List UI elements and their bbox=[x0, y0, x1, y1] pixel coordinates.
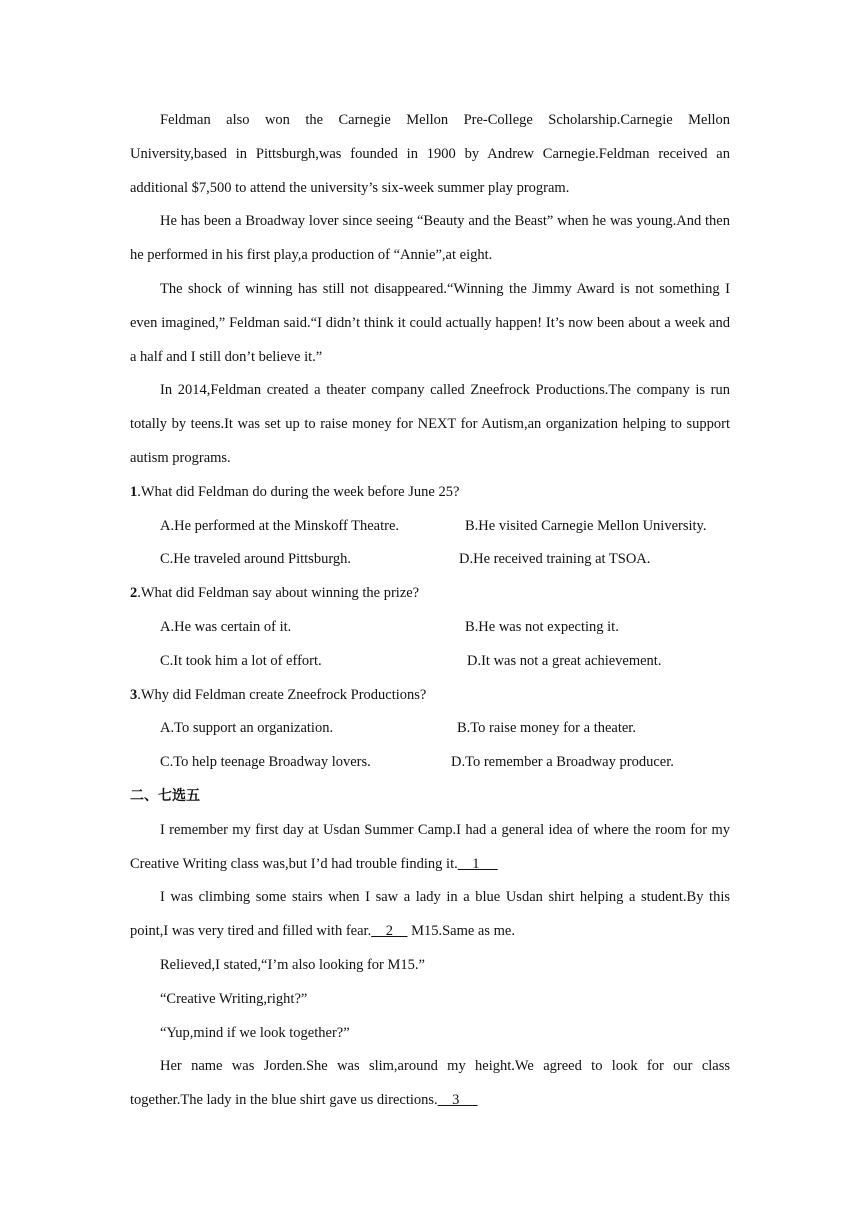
paragraph: Feldman also won the Carnegie Mellon Pre-College Scholarship.Carnegie Mellon University,based in Pittsburgh,was founded in 1900 by Andrew Carnegie.Feldman received an additional $7,500 to attend the university’s six-week summer play program. bbox=[130, 112, 730, 196]
option-a: A.He performed at the Minskoff Theatre. bbox=[160, 517, 400, 534]
options-row bbox=[130, 712, 730, 746]
question-text: .What did Feldman say about winning the prize? bbox=[137, 585, 420, 602]
paragraph: In 2014,Feldman created a theater company called Zneefrock Productions.The company is run totally by teens.It was set up to raise money for NEXT for Autism,an organization helping to support autism programs. bbox=[130, 382, 730, 466]
question-text: .What did Feldman do during the week before June 25? bbox=[137, 483, 460, 500]
option-b: B.To raise money for a theater. bbox=[457, 720, 636, 737]
option-d: D.It was not a great achievement. bbox=[467, 652, 662, 669]
story-text: Her name was Jorden.She was slim,around my height.We agreed to look for our class together.The lady in the blue shirt gave us directions. bbox=[130, 1058, 730, 1109]
option-b: B.He visited Carnegie Mellon University. bbox=[465, 517, 707, 534]
paragraph: “Creative Writing,right?” bbox=[160, 990, 308, 1007]
question-number: 1 bbox=[130, 483, 138, 500]
option-c: C.He traveled around Pittsburgh. bbox=[160, 551, 352, 568]
question-number: 2 bbox=[130, 585, 138, 602]
document-page bbox=[130, 104, 730, 1118]
paragraph bbox=[130, 881, 730, 949]
blank-2: 2 bbox=[371, 923, 408, 940]
option-b: B.He was not expecting it. bbox=[465, 618, 619, 635]
blank-3: 3 bbox=[437, 1092, 478, 1109]
paragraph: Relieved,I stated,“I’m also looking for M15.” bbox=[160, 956, 425, 973]
options-row bbox=[130, 611, 730, 645]
options-row bbox=[130, 510, 730, 544]
paragraph bbox=[130, 1050, 730, 1118]
paragraph: He has been a Broadway lover since seeing “Beauty and the Beast” when he was young.And then he performed in his first play,a production of “Annie”,at eight. bbox=[130, 213, 730, 264]
question-number: 3 bbox=[130, 686, 138, 703]
story-text: I was climbing some stairs when I saw a lady in a blue Usdan shirt helping a student.By this point,I was very tired and filled with fear. bbox=[130, 889, 730, 940]
option-c: C.It took him a lot of effort. bbox=[160, 652, 322, 669]
story-text: I remember my first day at Usdan Summer Camp.I had a general idea of where the room for my Creative Writing class was,but I’d had trouble finding it. bbox=[130, 821, 730, 872]
option-a: A.To support an organization. bbox=[160, 720, 334, 737]
option-d: D.He received training at TSOA. bbox=[459, 551, 651, 568]
option-c: C.To help teenage Broadway lovers. bbox=[160, 754, 371, 771]
options-row bbox=[130, 543, 730, 577]
paragraph: The shock of winning has still not disappeared.“Winning the Jimmy Award is not something I even imagined,” Feldman said.“I didn’t think it could actually happen! It’s now been about a week and a half and I still don’t believe it.” bbox=[130, 280, 730, 365]
options-row bbox=[130, 746, 730, 780]
paragraph: “Yup,mind if we look together?” bbox=[160, 1024, 350, 1041]
story-text: M15.Same as me. bbox=[407, 923, 515, 940]
blank-1: 1 bbox=[457, 855, 498, 872]
question bbox=[130, 577, 730, 611]
option-d: D.To remember a Broadway producer. bbox=[451, 754, 674, 771]
option-a: A.He was certain of it. bbox=[160, 618, 292, 635]
question bbox=[130, 679, 730, 713]
question-text: .Why did Feldman create Zneefrock Productions? bbox=[137, 686, 427, 703]
options-row bbox=[130, 645, 730, 679]
question bbox=[130, 476, 730, 510]
paragraph bbox=[130, 814, 730, 882]
section-heading: 二、七选五 bbox=[130, 787, 200, 804]
